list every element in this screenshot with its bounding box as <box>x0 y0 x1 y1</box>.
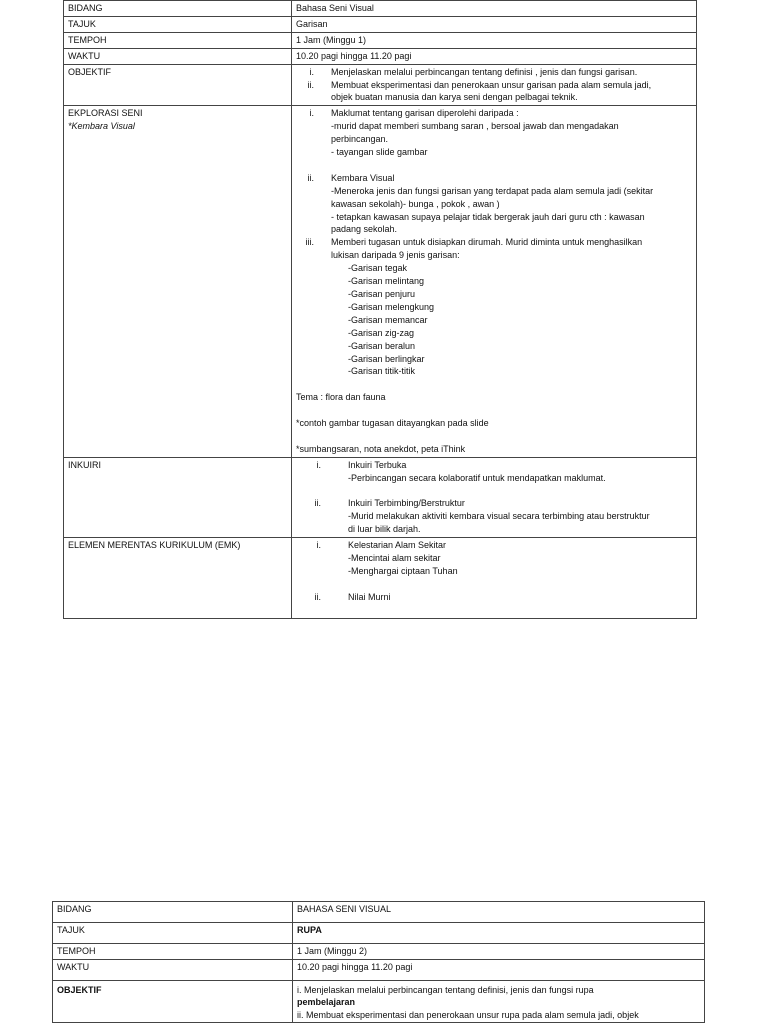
garisan-item: -Garisan titik-titik <box>348 366 416 377</box>
label-tajuk: TAJUK <box>53 923 293 944</box>
garisan-item: -Garisan berlingkar <box>348 353 425 364</box>
list-line: -murid dapat memberi sumbang saran , bersoal jawab dan mengadakan <box>331 121 619 132</box>
value-tempoh: 1 Jam (Minggu 1) <box>292 32 697 48</box>
label-tempoh: TEMPOH <box>64 32 292 48</box>
row-inkuiri <box>64 457 697 537</box>
label-emk: ELEMEN MERENTAS KURIKULUM (EMK) <box>64 538 292 618</box>
value-emk <box>292 538 697 618</box>
label-bidang: BIDANG <box>53 902 293 923</box>
list-title: Nilai Murni <box>348 591 391 602</box>
row-objektif <box>53 980 705 1023</box>
list-title: Inkuiri Terbuka <box>348 459 407 470</box>
contoh-text: *contoh gambar tugasan ditayangkan pada slide <box>296 418 489 429</box>
list-line: kawasan sekolah)- bunga , pokok , awan ) <box>331 198 500 209</box>
list-number: ii. <box>314 498 321 509</box>
row-bidang <box>64 1 697 17</box>
list-number: ii. <box>307 172 314 183</box>
list-title: Kembara Visual <box>331 172 395 183</box>
list-number: ii. <box>314 591 321 602</box>
label-tempoh: TEMPOH <box>53 944 293 960</box>
garisan-item: -Garisan melintang <box>348 276 425 287</box>
objektif-line: ii. Membuat eksperimentasi dan penerokaan unsur rupa pada alam semula jadi, objek <box>297 1009 639 1020</box>
row-emk <box>64 538 697 618</box>
garisan-item: -Garisan penjuru <box>348 289 416 300</box>
list-line: di luar bilik darjah. <box>348 524 421 535</box>
list-number: i. <box>316 459 321 470</box>
list-line: -Menghargai ciptaan Tuhan <box>348 565 458 576</box>
value-objektif <box>292 64 697 106</box>
list-title: Maklumat tentang garisan diperolehi daripada : <box>331 108 519 119</box>
list-number: i. <box>316 540 321 551</box>
row-waktu <box>64 48 697 64</box>
eksplorasi-label: EKPLORASI SENI <box>68 108 143 119</box>
row-bidang <box>53 902 705 923</box>
list-line: lukisan daripada 9 jenis garisan: <box>331 250 460 261</box>
label-objektif: OBJEKTIF <box>53 980 293 1023</box>
list-title: Memberi tugasan untuk disiapkan dirumah. Murid diminta untuk menghasilkan <box>331 237 643 248</box>
label-bidang: BIDANG <box>64 1 292 17</box>
value-inkuiri <box>292 457 697 537</box>
garisan-item: -Garisan melengkung <box>348 301 435 312</box>
list-line: - tayangan slide gambar <box>331 147 428 158</box>
label-waktu: WAKTU <box>53 959 293 980</box>
row-tempoh <box>53 944 705 960</box>
label-objektif: OBJEKTIF <box>64 64 292 106</box>
label-tajuk: TAJUK <box>64 16 292 32</box>
sumbang-text: *sumbangsaran, nota anekdot, peta iThink <box>296 443 466 454</box>
garisan-item: -Garisan tegak <box>348 263 408 274</box>
value-tajuk: RUPA <box>293 923 705 944</box>
list-title: Inkuiri Terbimbing/Berstruktur <box>348 498 465 509</box>
row-tempoh <box>64 32 697 48</box>
value-waktu: 10.20 pagi hingga 11.20 pagi <box>292 48 697 64</box>
row-eksplorasi <box>64 106 697 457</box>
list-line: -Mencintai alam sekitar <box>348 553 441 564</box>
list-number: iii. <box>305 237 314 248</box>
objektif-line: pembelajaran <box>297 997 356 1007</box>
row-objektif <box>64 64 697 106</box>
value-tajuk: Garisan <box>292 16 697 32</box>
objektif-line: i. Menjelaskan melalui perbincangan tentang definisi, jenis dan fungsi rupa <box>297 984 594 995</box>
tema-text: Tema : flora dan fauna <box>296 392 386 403</box>
value-tempoh: 1 Jam (Minggu 2) <box>293 944 705 960</box>
eksplorasi-sublabel: *Kembara Visual <box>68 121 135 132</box>
value-waktu: 10.20 pagi hingga 11.20 pagi <box>293 959 705 980</box>
label-waktu: WAKTU <box>64 48 292 64</box>
list-line: -Murid melakukan aktiviti kembara visual secara terbimbing atau berstruktur <box>348 511 650 522</box>
value-eksplorasi <box>292 106 697 457</box>
list-line: padang sekolah. <box>331 224 398 235</box>
list-number: i. <box>309 108 314 119</box>
label-eksplorasi <box>64 106 292 457</box>
lesson-table-week2 <box>52 901 705 1023</box>
garisan-item: -Garisan beralun <box>348 340 416 351</box>
list-line: -Perbincangan secara kolaboratif untuk mendapatkan maklumat. <box>348 472 606 483</box>
objektif-item: i. Menjelaskan melalui perbincangan tentang definisi , jenis dan fungsi garisan. <box>309 66 638 77</box>
row-tajuk <box>53 923 705 944</box>
label-inkuiri: INKUIRI <box>64 457 292 537</box>
objektif-item: ii. Membuat eksperimentasi dan penerokaan unsur garisan pada alam semula jadi, <box>307 79 652 90</box>
lesson-table-week1 <box>63 0 697 619</box>
value-bidang: BAHASA SENI VISUAL <box>293 902 705 923</box>
list-line: -Meneroka jenis dan fungsi garisan yang terdapat pada alam semula jadi (sekitar <box>331 185 654 196</box>
garisan-item: -Garisan memancar <box>348 314 428 325</box>
list-title: Kelestarian Alam Sekitar <box>348 540 447 551</box>
list-line: - tetapkan kawasan supaya pelajar tidak bergerak jauh dari guru cth : kawasan <box>331 211 645 222</box>
value-objektif <box>293 980 705 1023</box>
row-waktu <box>53 959 705 980</box>
row-tajuk <box>64 16 697 32</box>
list-line: perbincangan. <box>331 134 389 145</box>
objektif-item: objek buatan manusia dan karya seni dengan pelbagai teknik. <box>331 92 578 103</box>
value-bidang: Bahasa Seni Visual <box>292 1 697 17</box>
garisan-item: -Garisan zig-zag <box>348 327 415 338</box>
